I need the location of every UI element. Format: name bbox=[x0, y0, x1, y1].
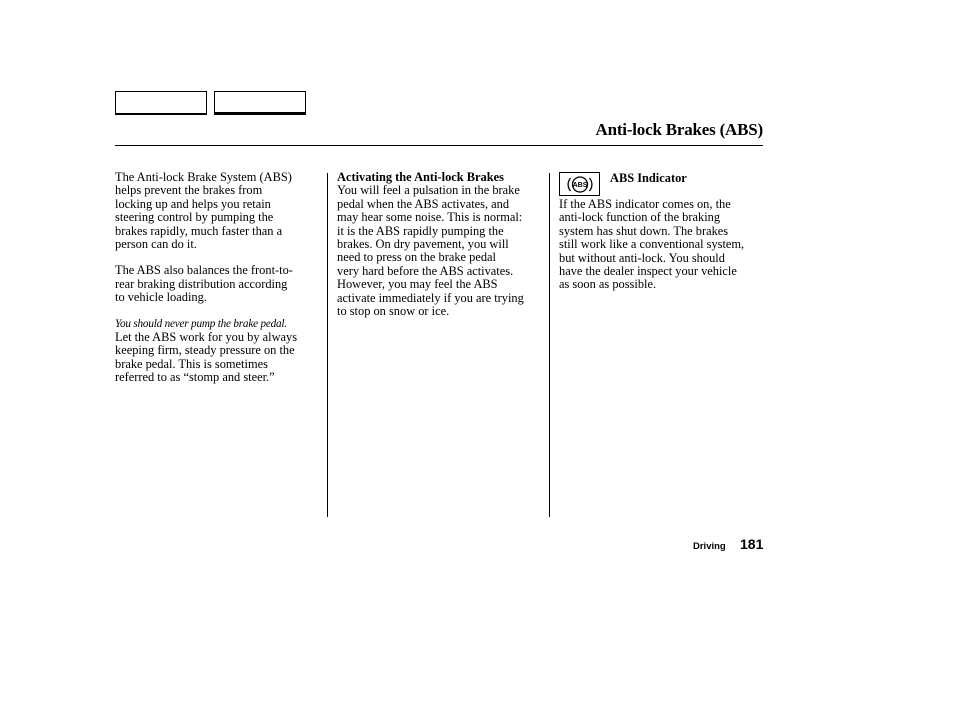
column-abs-indicator bbox=[559, 198, 744, 292]
page-number: 181 bbox=[740, 536, 764, 552]
page-title: Anti-lock Brakes (ABS) bbox=[595, 120, 763, 139]
text-line: The ABS also balances the front-to- bbox=[115, 263, 293, 278]
text-line: have the dealer inspect your vehicle bbox=[559, 264, 737, 279]
nav-contents-button[interactable] bbox=[115, 91, 207, 115]
nav-index-button[interactable] bbox=[214, 91, 306, 115]
text-line: but without anti-lock. You should bbox=[559, 250, 725, 265]
text-line: referred to as “stomp and steer.” bbox=[115, 370, 275, 385]
text-line: still work like a conventional system, bbox=[559, 237, 745, 252]
text-line: need to press on the brake pedal bbox=[337, 250, 496, 265]
text-line: activate immediately if you are trying bbox=[337, 290, 524, 305]
text-line: very hard before the ABS activates. bbox=[337, 263, 514, 278]
text-line: brake pedal. This is sometimes bbox=[115, 356, 268, 371]
caution-note: You should never pump the brake pedal. bbox=[115, 317, 287, 330]
text-line: You will feel a pulsation in the brake bbox=[337, 183, 520, 198]
text-line: If the ABS indicator comes on, the bbox=[559, 197, 731, 211]
abs-indicator-icon bbox=[559, 172, 600, 196]
section-heading: Activating the Anti-lock Brakes bbox=[337, 170, 504, 184]
text-line: brakes. On dry pavement, you will bbox=[337, 237, 509, 252]
text-line: steering control by pumping the bbox=[115, 210, 274, 225]
text-line: to vehicle loading. bbox=[115, 290, 207, 305]
text-line: to stop on snow or ice. bbox=[337, 304, 450, 319]
text-line: pedal when the ABS activates, and bbox=[337, 196, 510, 211]
title-divider bbox=[115, 145, 763, 146]
abs-icon-graphic bbox=[564, 174, 596, 195]
section-heading: ABS Indicator bbox=[610, 171, 687, 185]
footer-section-label: Driving bbox=[693, 541, 726, 552]
text-line: may hear some noise. This is normal: bbox=[337, 210, 523, 225]
column-activating bbox=[337, 171, 545, 318]
text-line: However, you may feel the ABS bbox=[337, 277, 498, 292]
text-line: locking up and helps you retain bbox=[115, 196, 271, 211]
text-line: system has shut down. The brakes bbox=[559, 223, 729, 238]
text-line: The Anti-lock Brake System (ABS) bbox=[115, 170, 292, 184]
text-line: person can do it. bbox=[115, 237, 197, 252]
text-line: it is the ABS rapidly pumping the bbox=[337, 223, 504, 238]
text-line: as soon as possible. bbox=[559, 277, 657, 292]
text-line: anti-lock function of the braking bbox=[559, 210, 721, 225]
column-intro bbox=[115, 171, 320, 385]
column-divider bbox=[549, 173, 550, 517]
abs-icon-label: ABS bbox=[572, 182, 588, 190]
text-line: helps prevent the brakes from bbox=[115, 183, 263, 198]
text-line: keeping firm, steady pressure on the bbox=[115, 343, 295, 358]
text-line: brakes rapidly, much faster than a bbox=[115, 223, 283, 238]
column-divider bbox=[327, 173, 328, 517]
text-line: rear braking distribution according bbox=[115, 276, 288, 291]
text-line: Let the ABS work for you by always bbox=[115, 330, 298, 345]
